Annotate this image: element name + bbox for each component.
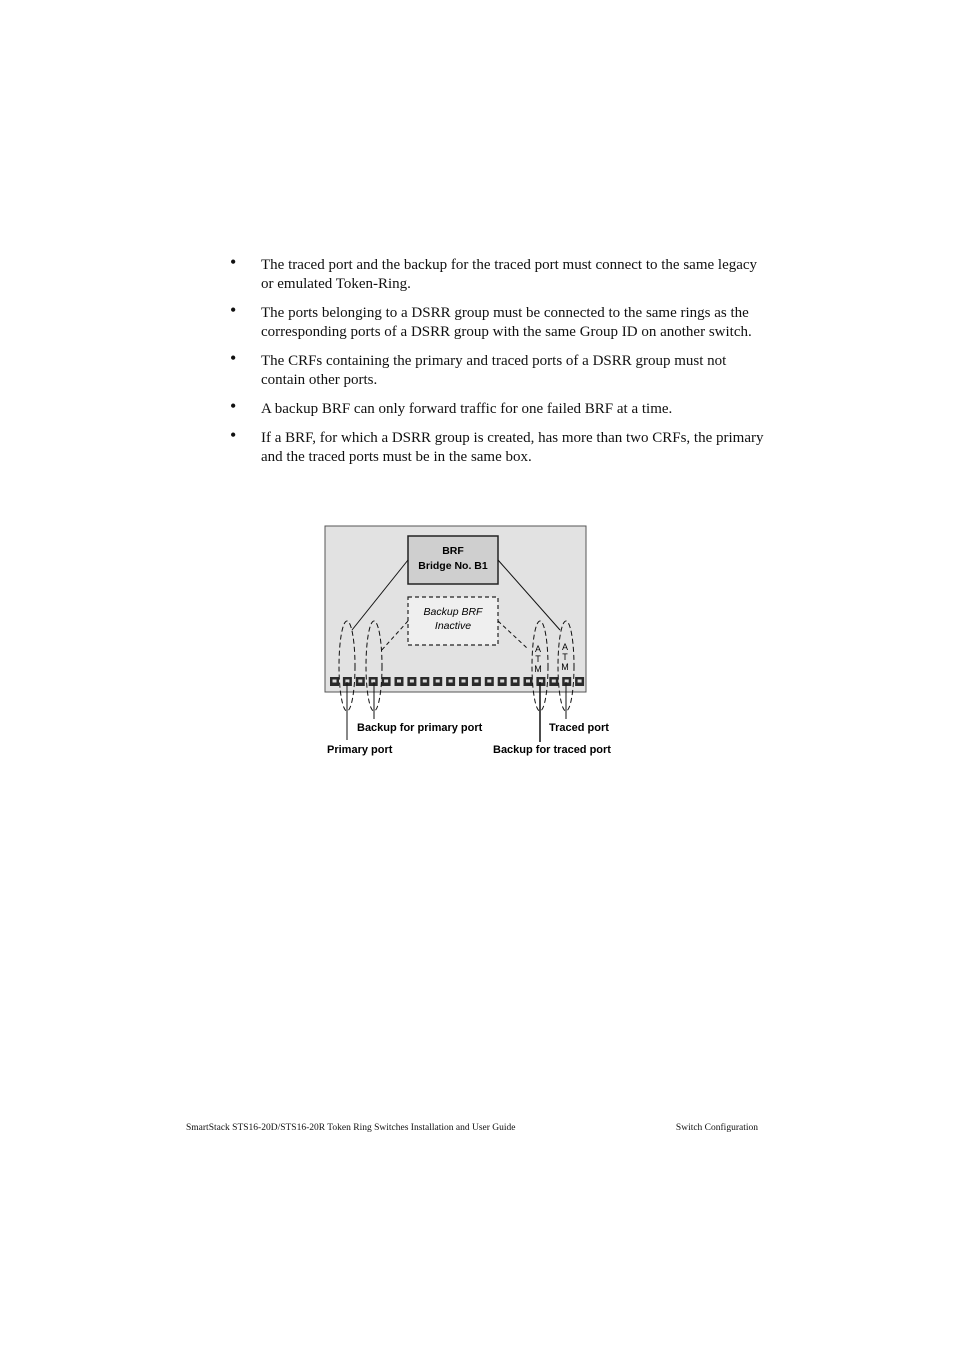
port-opening [384, 680, 388, 683]
port-opening [449, 680, 453, 683]
port-connector [459, 677, 468, 686]
port-opening [371, 680, 375, 683]
list-item-text: The traced port and the backup for the traced port must connect to the same legacy or emulated Token-Ring. [261, 257, 758, 292]
port-opening [474, 680, 478, 683]
port-connector [562, 677, 571, 686]
bullet-icon: • [230, 425, 237, 445]
port-connector [356, 677, 365, 686]
port-connector [524, 677, 533, 686]
port-connector [472, 677, 481, 686]
port-opening [436, 680, 440, 683]
footer-section-title: Switch Configuration [675, 1123, 758, 1133]
port-opening [565, 680, 569, 683]
list-item [230, 252, 770, 294]
port-connector [485, 677, 494, 686]
port-opening [333, 680, 337, 683]
atm-letter: A [534, 644, 542, 654]
port-opening [526, 680, 530, 683]
list-item-text: A backup BRF can only forward traffic for one failed BRF at a time. [261, 401, 673, 417]
list-item [230, 348, 770, 390]
requirements-list [230, 252, 770, 477]
atm-label-left [534, 644, 542, 674]
list-item [230, 425, 770, 467]
list-item [230, 396, 770, 419]
port-connector [330, 677, 339, 686]
port-connector [575, 677, 584, 686]
port-opening [423, 680, 427, 683]
list-item [230, 300, 770, 342]
port-opening [513, 680, 517, 683]
port-connector [536, 677, 545, 686]
port-opening [487, 680, 491, 683]
traced-port-label: Traced port [549, 722, 609, 734]
primary-port-label: Primary port [327, 744, 393, 756]
bullet-icon: • [230, 396, 237, 416]
backup-brf-status: Inactive [434, 620, 472, 632]
footer-guide-title: SmartStack STS16-20D/STS16-20R Token Ring Switches Installation and User Guide [186, 1123, 516, 1133]
brf-title: BRF [442, 545, 464, 557]
list-item-text: The CRFs containing the primary and traced ports of a DSRR group must not contain other ports. [261, 353, 727, 388]
port-connector [511, 677, 520, 686]
port-opening [578, 680, 582, 683]
port-opening [500, 680, 504, 683]
atm-letter: M [561, 662, 569, 672]
port-opening [552, 680, 556, 683]
bullet-icon: • [230, 348, 237, 368]
list-item-text: The ports belonging to a DSRR group must be connected to the same rings as the corresponding ports of a DSRR group with the same Group ID on another switch. [261, 305, 752, 340]
list-item-text: If a BRF, for which a DSRR group is created, has more than two CRFs, the primary and the traced ports must be in the same box. [261, 430, 764, 465]
port-opening [397, 680, 401, 683]
backup-traced-port-label: Backup for traced port [493, 744, 611, 756]
port-connector [382, 677, 391, 686]
atm-letter: T [535, 654, 541, 664]
port-opening [410, 680, 414, 683]
dsrr-diagram [320, 522, 640, 767]
atm-letter: A [561, 642, 569, 652]
brf-bridge-number: Bridge No. B1 [418, 560, 488, 572]
atm-label-right [561, 642, 569, 672]
atm-letter: M [534, 664, 542, 674]
backup-brf-title: Backup BRF [423, 606, 483, 618]
port-connector [446, 677, 455, 686]
port-connector [420, 677, 429, 686]
port-connector [407, 677, 416, 686]
atm-letter: T [562, 652, 568, 662]
port-connector [395, 677, 404, 686]
bullet-icon: • [230, 300, 237, 320]
bullet-icon: • [230, 252, 237, 272]
port-connector [498, 677, 507, 686]
port-connector [433, 677, 442, 686]
backup-primary-port-label: Backup for primary port [357, 722, 483, 734]
port-opening [358, 680, 362, 683]
port-connector [549, 677, 558, 686]
port-connector [369, 677, 378, 686]
port-opening [462, 680, 466, 683]
